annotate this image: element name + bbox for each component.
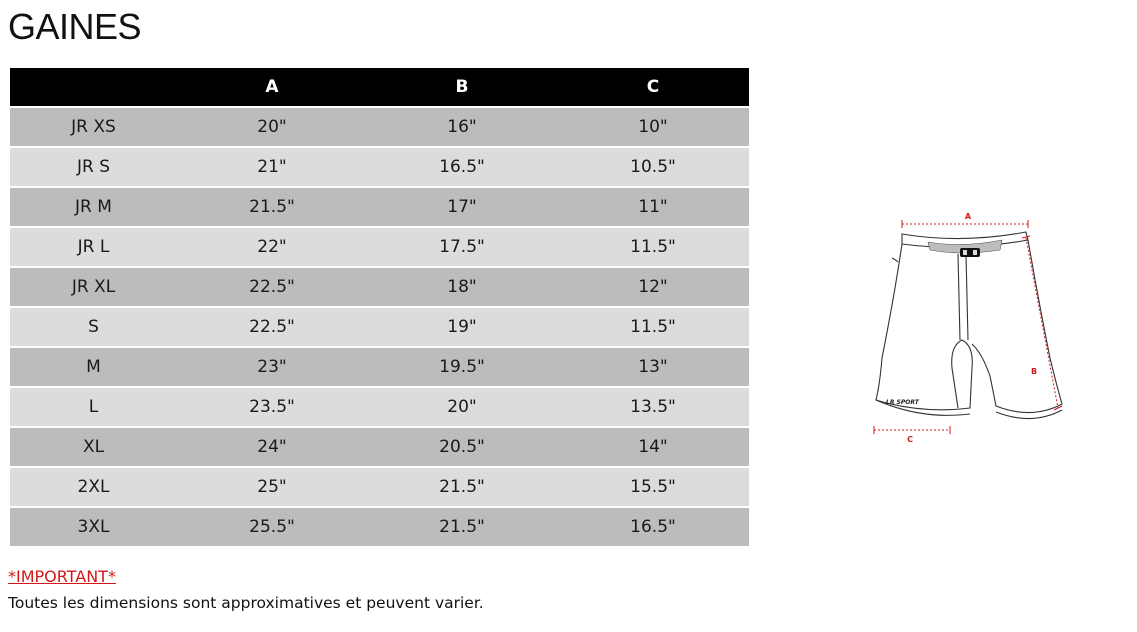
dimension-b-label: B <box>1030 367 1038 376</box>
cell-size: JR L <box>10 227 177 267</box>
cell-b: 20" <box>367 387 557 427</box>
cell-c: 13.5" <box>557 387 749 427</box>
dimension-c-line <box>874 426 950 434</box>
table-row <box>10 147 749 187</box>
cell-size: M <box>10 347 177 387</box>
cell-c: 11.5" <box>557 227 749 267</box>
dimension-c-label: C <box>907 435 913 444</box>
cell-c: 10.5" <box>557 147 749 187</box>
cell-a: 25" <box>177 467 367 507</box>
cell-b: 17.5" <box>367 227 557 267</box>
cell-size: JR XL <box>10 267 177 307</box>
cell-a: 23.5" <box>177 387 367 427</box>
page-title: GAINES <box>8 6 142 47</box>
waist-buckle-icon <box>960 248 980 257</box>
table-row <box>10 307 749 347</box>
table-row <box>10 427 749 467</box>
cell-a: 23" <box>177 347 367 387</box>
cell-a: 24" <box>177 427 367 467</box>
cell-b: 16" <box>367 107 557 147</box>
cell-b: 18" <box>367 267 557 307</box>
table-row <box>10 347 749 387</box>
cell-size: L <box>10 387 177 427</box>
header-b: B <box>367 68 557 107</box>
cell-c: 13" <box>557 347 749 387</box>
table-header-row <box>10 68 749 107</box>
cell-c: 11" <box>557 187 749 227</box>
header-a: A <box>177 68 367 107</box>
header-size <box>10 68 177 107</box>
cell-a: 22.5" <box>177 307 367 347</box>
table-row <box>10 267 749 307</box>
cell-size: XL <box>10 427 177 467</box>
cell-size: 2XL <box>10 467 177 507</box>
cell-b: 20.5" <box>367 427 557 467</box>
important-heading: *IMPORTANT* <box>8 567 116 586</box>
table-row <box>10 107 749 147</box>
table-row <box>10 467 749 507</box>
cell-c: 15.5" <box>557 467 749 507</box>
header-c: C <box>557 68 749 107</box>
important-note: Toutes les dimensions sont approximatives et peuvent varier. <box>8 594 484 612</box>
cell-size: JR S <box>10 147 177 187</box>
cell-c: 10" <box>557 107 749 147</box>
table-row <box>10 507 749 546</box>
cell-size: JR M <box>10 187 177 227</box>
cell-b: 19" <box>367 307 557 347</box>
cell-b: 17" <box>367 187 557 227</box>
cell-b: 16.5" <box>367 147 557 187</box>
cell-c: 11.5" <box>557 307 749 347</box>
dimension-a-label: A <box>964 212 972 221</box>
cell-a: 21.5" <box>177 187 367 227</box>
table-row <box>10 227 749 267</box>
cell-a: 20" <box>177 107 367 147</box>
cell-b: 21.5" <box>367 467 557 507</box>
size-chart-table <box>10 68 749 546</box>
table-row <box>10 187 749 227</box>
cell-c: 14" <box>557 427 749 467</box>
table-row <box>10 387 749 427</box>
cell-a: 22" <box>177 227 367 267</box>
cell-a: 21" <box>177 147 367 187</box>
cell-c: 12" <box>557 267 749 307</box>
cell-b: 21.5" <box>367 507 557 546</box>
shorts-measurement-diagram <box>862 208 1072 448</box>
cell-size: S <box>10 307 177 347</box>
cell-size: JR XS <box>10 107 177 147</box>
cell-a: 22.5" <box>177 267 367 307</box>
cell-a: 25.5" <box>177 507 367 546</box>
shorts-outline <box>876 232 1062 419</box>
cell-b: 19.5" <box>367 347 557 387</box>
brand-logo: LR SPORT <box>886 399 919 406</box>
dimension-a-line <box>902 220 1028 228</box>
cell-size: 3XL <box>10 507 177 546</box>
cell-c: 16.5" <box>557 507 749 546</box>
